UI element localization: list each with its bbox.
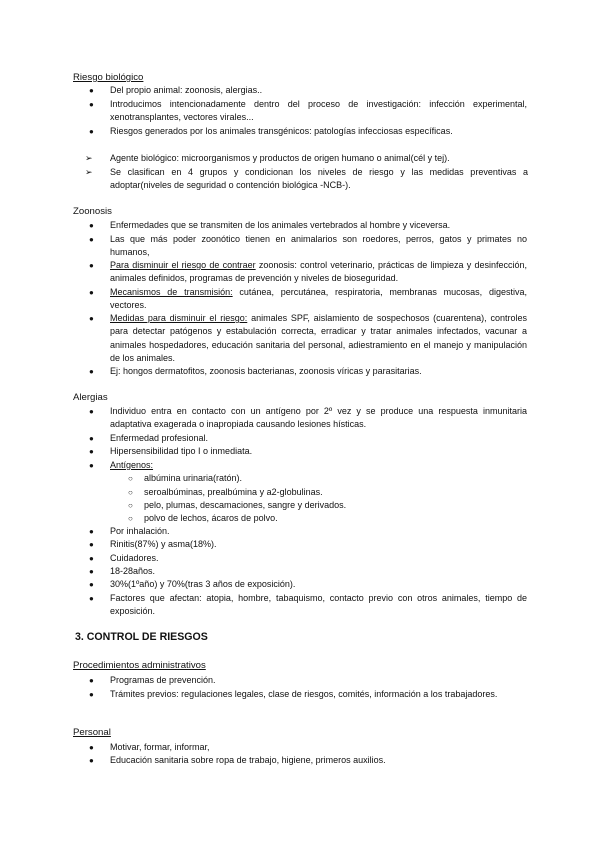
bullet-icon: ● bbox=[89, 676, 94, 685]
list-item: ● Antígenos: bbox=[110, 459, 527, 472]
bullet-icon: ● bbox=[89, 527, 94, 536]
bullet-icon: ● bbox=[89, 540, 94, 549]
arrow-icon: ➢ bbox=[85, 153, 93, 163]
list-item: ● Trámites previos: regulaciones legales, clase de riesgos, comités, información a los trabajadores. bbox=[110, 688, 527, 701]
list-item: ● Ej: hongos dermatofitos, zoonosis bacterianas, zoonosis víricas y parasitarias. bbox=[110, 365, 527, 378]
list-item: ● Individuo entra en contacto con un antígeno por 2º vez y se produce una respuesta inmunitaria adaptativa exagerada o inapropiada causando lesiones hísticas. bbox=[89, 406, 527, 430]
bullet-icon: ● bbox=[89, 235, 94, 244]
list-item: ● Del propio animal: zoonosis, alergias.. bbox=[110, 84, 527, 97]
circle-bullet-icon: ○ bbox=[128, 474, 133, 483]
heading-procedimientos-administrativos: Procedimientos administrativos bbox=[73, 660, 206, 671]
bullet-icon: ● bbox=[89, 367, 94, 376]
bullet-icon: ● bbox=[89, 221, 94, 230]
bullet-icon: ● bbox=[89, 461, 94, 470]
heading-alergias: Alergias bbox=[73, 392, 108, 403]
list-item: ● Educación sanitaria sobre ropa de trabajo, higiene, primeros auxilios. bbox=[110, 754, 527, 767]
list-item: ● Riesgos generados por los animales transgénicos: patologías infecciosas específicas. bbox=[110, 125, 527, 138]
list-item: ● Programas de prevención. bbox=[110, 674, 527, 687]
bullet-icon: ● bbox=[89, 434, 94, 443]
list-item: ➢ Se clasifican en 4 grupos y condicionan los niveles de riesgo y las medidas preventivas a adoptar(niveles de seguridad o contención biológica -NCB-). bbox=[85, 167, 528, 191]
circle-bullet-icon: ○ bbox=[128, 488, 133, 497]
list-item: ○ pelo, plumas, descamaciones, sangre y derivados. bbox=[144, 499, 524, 512]
list-item: ● Medidas para disminuir el riesgo: animales SPF, aislamiento de sospechosos (cuarentena), controles para detectar patógenos y estabulación correcta, erradicar y tratar animales infectados, vacunar a animales hospedadores, educación sanitaria del personal, adiestramiento en el manejo y manipulación de los animales. bbox=[89, 313, 527, 364]
heading-riesgo-biologico: Riesgo biológico bbox=[73, 72, 144, 83]
circle-bullet-icon: ○ bbox=[128, 514, 133, 523]
bullet-icon: ● bbox=[89, 743, 94, 752]
list-item: ● Enfermedad profesional. bbox=[110, 432, 527, 445]
list-item: ○ albúmina urinaria(ratón). bbox=[144, 472, 524, 485]
heading-personal: Personal bbox=[73, 727, 111, 738]
bullet-icon: ● bbox=[89, 100, 94, 109]
bullet-icon: ● bbox=[89, 756, 94, 765]
bullet-icon: ● bbox=[89, 690, 94, 699]
list-item: ● Rinitis(87%) y asma(18%). bbox=[110, 538, 527, 551]
bullet-icon: ● bbox=[89, 288, 94, 297]
list-item: ● Cuidadores. bbox=[110, 552, 527, 565]
bullet-icon: ● bbox=[89, 261, 94, 270]
list-item: ○ seroalbúminas, prealbúmina y a2-globulinas. bbox=[144, 486, 524, 499]
list-item: ● 30%(1ºaño) y 70%(tras 3 años de exposición). bbox=[110, 578, 527, 591]
bullet-icon: ● bbox=[89, 594, 94, 603]
section-title-control-de-riesgos: 3. CONTROL DE RIESGOS bbox=[75, 631, 208, 643]
list-item: ● Enfermedades que se transmiten de los animales vertebrados al hombre y viceversa. bbox=[110, 219, 527, 232]
bullet-icon: ● bbox=[89, 127, 94, 136]
list-item: ● 18-28años. bbox=[110, 565, 527, 578]
list-item: ● Motivar, formar, informar, bbox=[110, 741, 527, 754]
list-item: ● Para disminuir el riesgo de contraer zoonosis: control veterinario, prácticas de limpieza y desinfección, animales definidos, programas de prevención y niveles de bioseguridad. bbox=[89, 260, 527, 284]
arrow-icon: ➢ bbox=[85, 167, 93, 177]
bullet-icon: ● bbox=[89, 447, 94, 456]
bullet-icon: ● bbox=[89, 86, 94, 95]
list-item: ○ polvo de lechos, ácaros de polvo. bbox=[144, 512, 524, 525]
bullet-icon: ● bbox=[89, 567, 94, 576]
list-item: ➢ Agente biológico: microorganismos y productos de origen humano o animal(cél y tej). bbox=[110, 152, 528, 165]
bullet-icon: ● bbox=[89, 580, 94, 589]
heading-zoonosis: Zoonosis bbox=[73, 206, 112, 217]
bullet-icon: ● bbox=[89, 314, 94, 323]
list-item: ● Mecanismos de transmisión: cutánea, percutánea, respiratoria, membranas mucosas, digestiva, vectores. bbox=[89, 287, 527, 311]
circle-bullet-icon: ○ bbox=[128, 501, 133, 510]
bullet-icon: ● bbox=[89, 407, 94, 416]
list-item: ● Factores que afectan: atopia, hombre, tabaquismo, contacto previo con otros animales, tiempo de exposición. bbox=[89, 593, 527, 617]
list-item: ● Introducimos intencionadamente dentro del proceso de investigación: infección experimental, xenotransplantes, vectores virales... bbox=[89, 99, 527, 123]
list-item: ● Por inhalación. bbox=[110, 525, 527, 538]
list-item: ● Hipersensibilidad tipo I o inmediata. bbox=[110, 445, 527, 458]
bullet-icon: ● bbox=[89, 554, 94, 563]
list-item: ● Las que más poder zoonótico tienen en animalarios son roedores, perros, gatos y primates no humanos, bbox=[89, 234, 527, 258]
